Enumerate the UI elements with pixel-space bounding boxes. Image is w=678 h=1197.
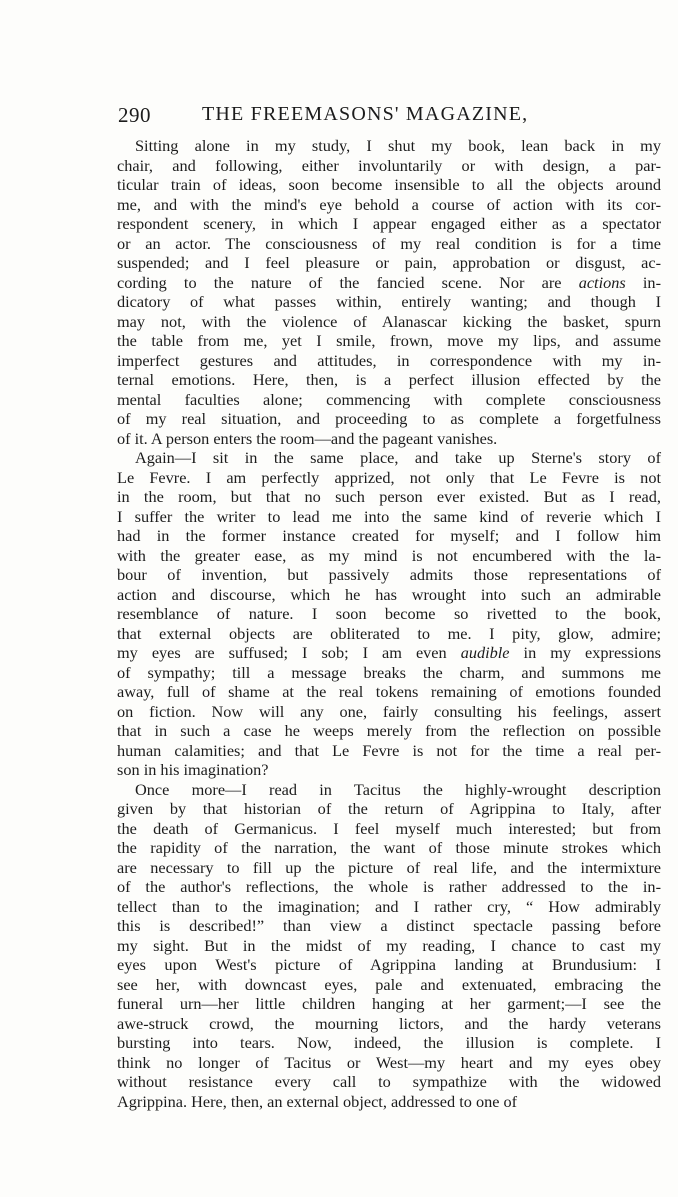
text-line: mental faculties alone; commencing with complete consciousness [117,389,661,409]
text-line: my eyes are suffused; I sob; I am even audible in my expressions [117,643,661,662]
page-header [118,103,548,129]
text-line: tellect than to the imagination; and I rather cry, “ How admirably [117,896,661,916]
page-number: 290 [118,103,151,127]
text-line: on fiction. Now will any one, fairly consulting his feelings, assert [117,701,661,721]
text-line: that external objects are obliterated to me. I pity, glow, admire; [117,623,661,643]
text-line: action and discourse, which he has wrought into such an admirable [117,584,661,604]
text-line: Agrippina. Here, then, an external object, addressed to one of [117,1091,518,1111]
text-line: Again—I sit in the same place, and take up Sterne's story of [135,448,661,467]
text-line: bour of invention, but passively admits those representations of [117,565,661,584]
text-line: Sitting alone in my study, I shut my book, lean back in my [135,136,661,155]
text-line: had in the former instance created for myself; and I follow him [117,526,661,545]
text-line: me, and with the mind's eye behold a course of action with its cor- [117,194,661,214]
text-line: in the room, but that no such person ever existed. But as I read, [117,487,661,506]
paragraph [117,448,661,780]
text-line: cording to the nature of the fancied scene. Nor are actions in- [117,272,661,292]
running-title: THE FREEMASONS' MAGAZINE, [202,103,529,125]
text-line: respondent scenery, in which I appear engaged either as a spectator [117,214,661,233]
text-line: ternal emotions. Here, then, is a perfect illusion effected by the [117,370,661,389]
text-line: awe-struck crowd, the mourning lictors, and the hardy veterans [117,1013,661,1033]
text-line: with the greater ease, as my mind is not encumbered with the la- [117,545,661,565]
text-line: without resistance every call to sympathize with the widowed [117,1072,661,1091]
paragraph [117,136,661,448]
text-line: eyes upon West's picture of Agrippina landing at Brundusium: I [117,955,661,974]
text-line: suspended; and I feel pleasure or pain, approbation or disgust, ac- [117,253,661,272]
text-line: Once more—I read in Tacitus the highly-wrought description [135,779,661,799]
text-line: may not, with the violence of Alanascar kicking the basket, spurn [117,311,661,331]
text-line: see her, with downcast eyes, pale and extenuated, embracing the [117,974,661,994]
text-line: that in such a case he weeps merely from the reflection on possible [117,721,661,740]
text-line: of sympathy; till a message breaks the charm, and summons me [117,662,661,682]
text-line: funeral urn—her little children hanging at her garment;—I see the [117,994,661,1013]
paragraph [117,780,661,1112]
text-line: or an actor. The consciousness of my real condition is for a time [117,233,661,253]
text-line: my sight. But in the midst of my reading, I chance to cast my [117,935,661,955]
text-line: dicatory of what passes within, entirely wanting; and though I [117,292,661,311]
text-line: of it. A person enters the room—and the pageant vanishes. [117,428,498,448]
text-line: I suffer the writer to lead me into the same kind of reverie which I [117,506,661,526]
text-line: of my real situation, and proceeding to as complete a forgetfulness [117,409,661,428]
text-line: away, full of shame at the real tokens remaining of emotions founded [117,682,661,701]
text-line: Le Fevre. I am perfectly apprized, not only that Le Fevre is not [117,467,661,487]
text-line: are necessary to fill up the picture of real life, and the intermixture [117,857,661,877]
text-line: human calamities; and that Le Fevre is not for the time a real per- [117,740,661,760]
text-line: of the author's reflections, the whole is rather addressed to the in- [117,877,661,896]
text-line: the rapidity of the narration, the want of those minute strokes which [117,838,661,857]
text-line: chair, and following, either involuntarily or with design, a par- [117,155,661,175]
text-line: this is described!” than view a distinct spectacle passing before [117,916,661,935]
body-text [117,136,661,1111]
text-line: son in his imagination? [117,760,269,779]
text-line: imperfect gestures and attitudes, in correspondence with my in- [117,350,661,370]
text-line: the table from me, yet I smile, frown, move my lips, and assume [117,331,661,350]
text-line: bursting into tears. Now, indeed, the illusion is complete. I [117,1033,661,1052]
text-line: think no longer of Tacitus or West—my heart and my eyes obey [117,1052,661,1072]
text-line: given by that historian of the return of Agrippina to Italy, after [117,799,661,818]
text-line: ticular train of ideas, soon become insensible to all the objects around [117,175,661,194]
text-line: the death of Germanicus. I feel myself much interested; but from [117,818,661,838]
text-line: resemblance of nature. I soon become so rivetted to the book, [117,604,661,623]
